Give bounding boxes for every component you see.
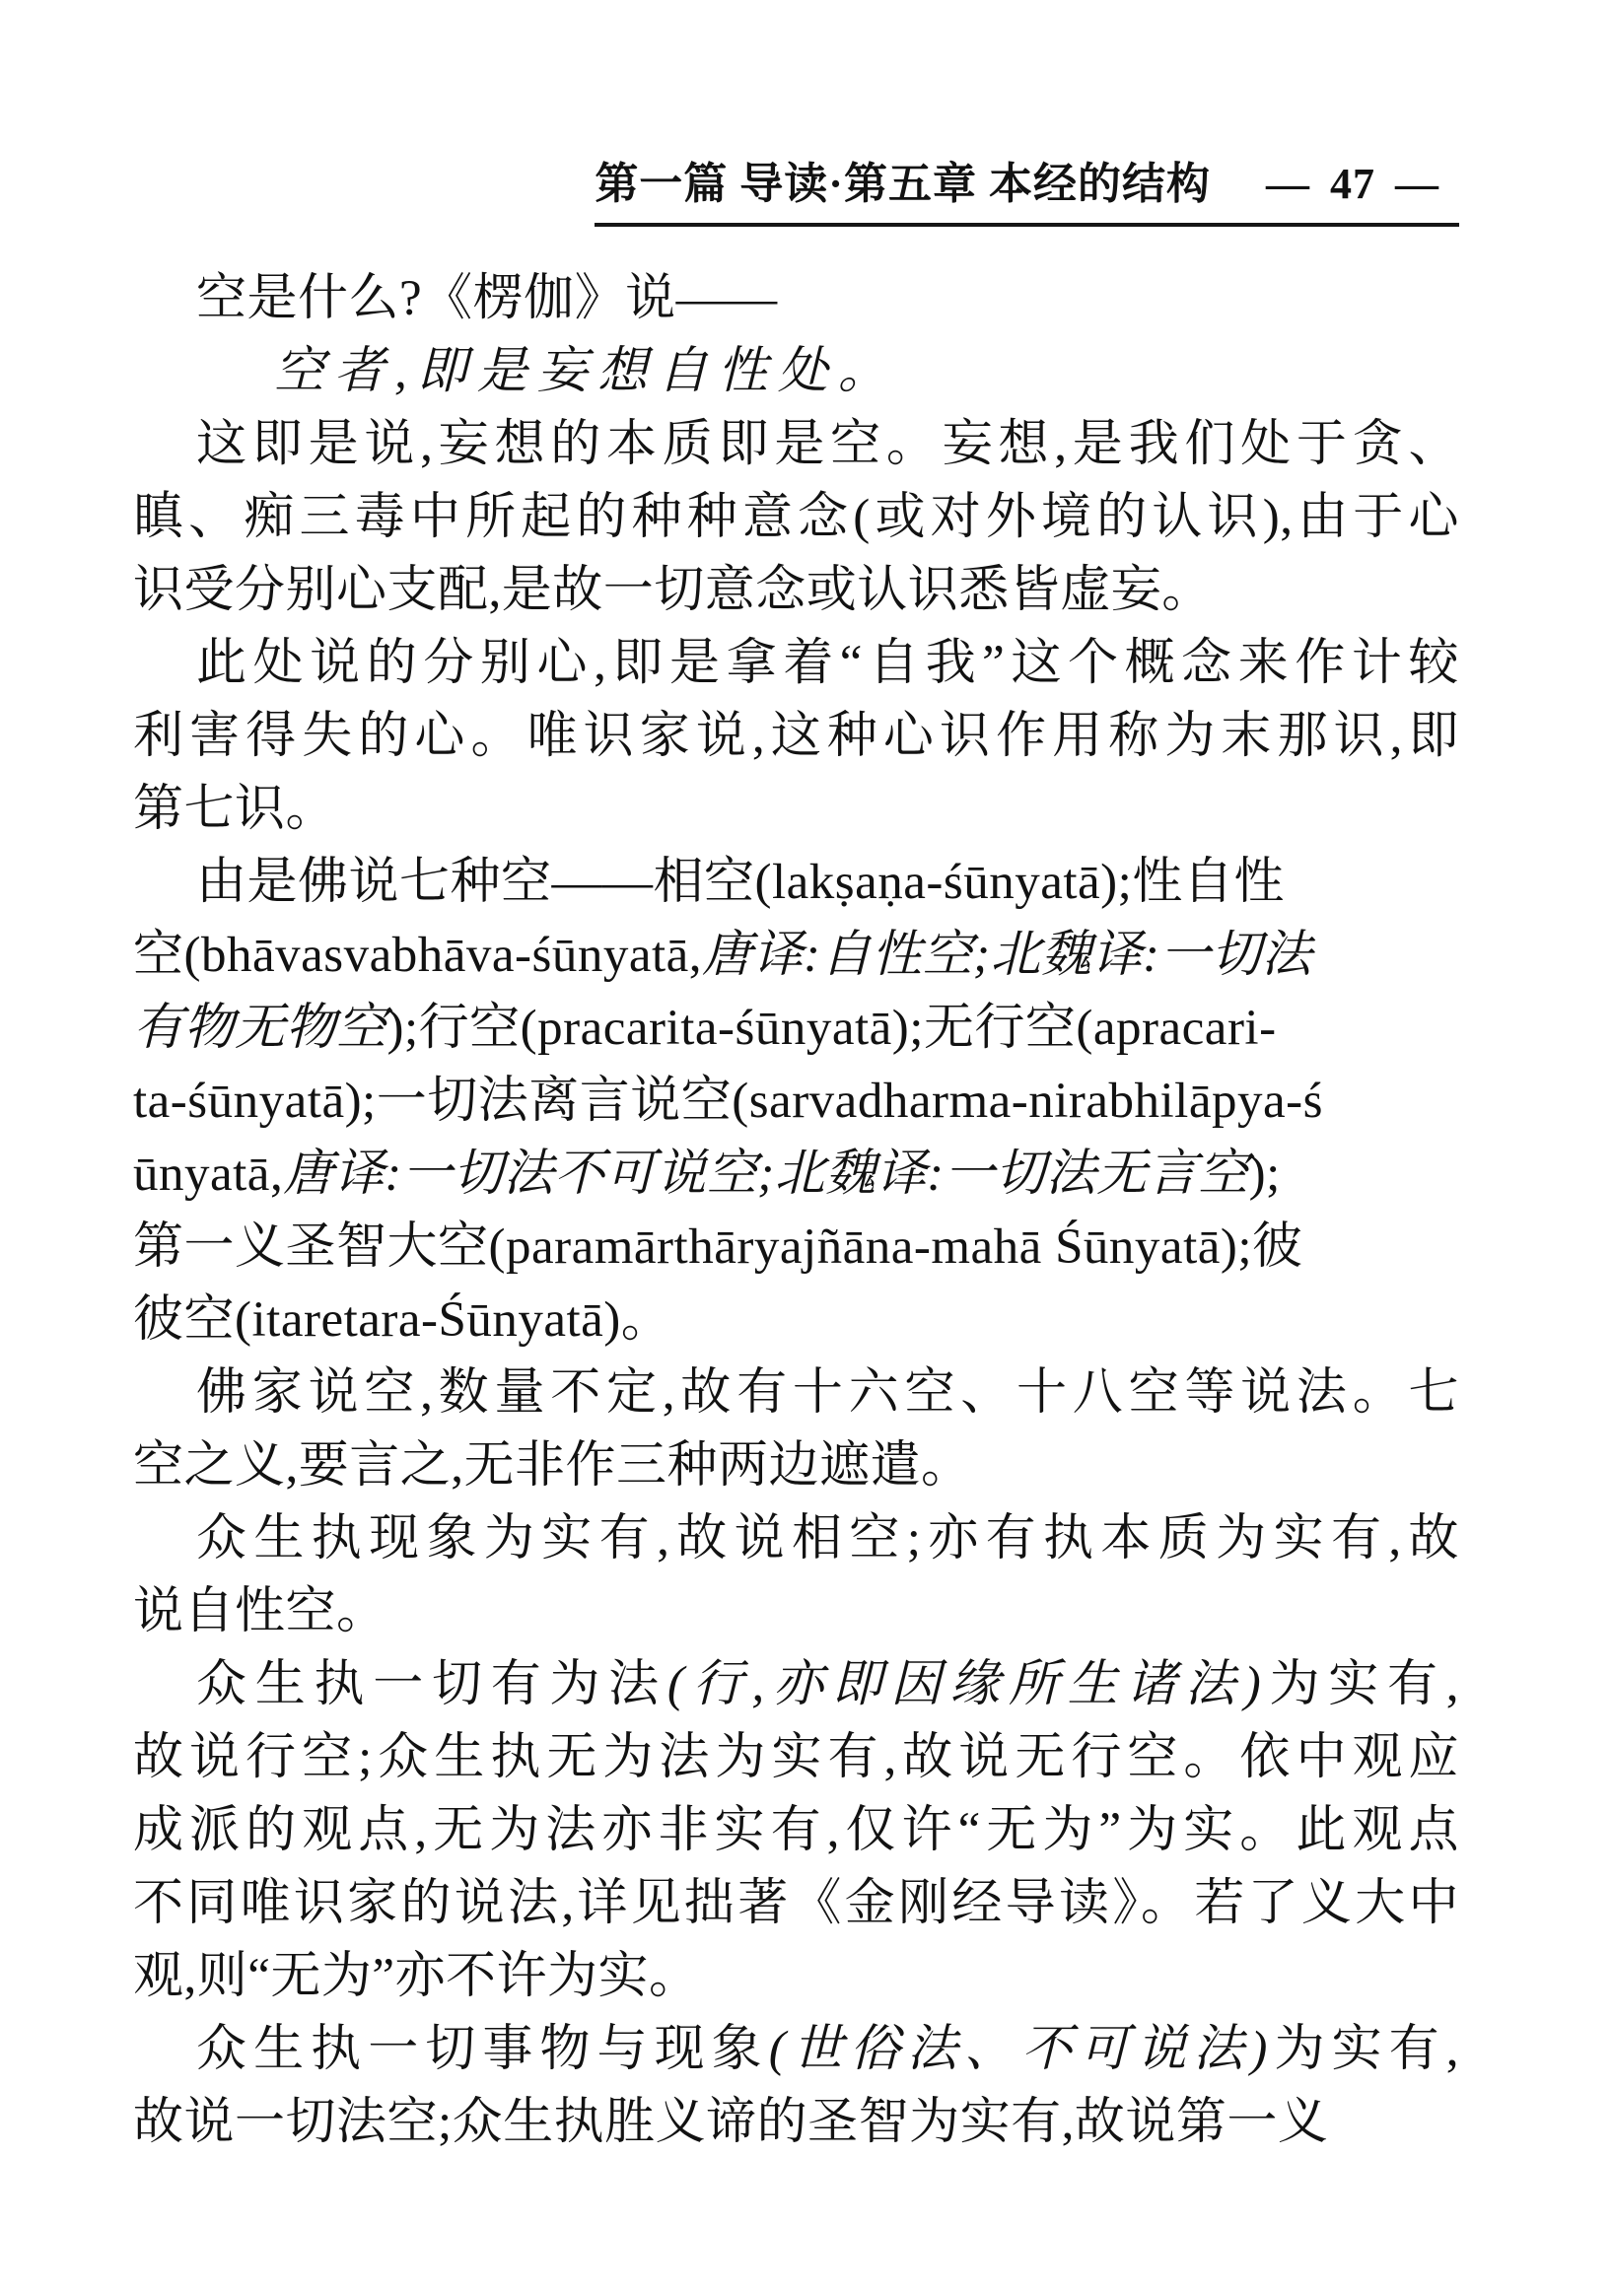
text-segment: ); [1248,1147,1281,1202]
text-segment: 瞋、痴三毒中所起的种种意念(或对外境的认识),由于心 [133,490,1459,545]
text-line-5 [133,554,1459,627]
text-segment: 故说一切法空;众生执胜义谛的圣智为实有,故说第一义 [133,2095,1329,2150]
text-segment: 彼空(itaretara-Śūnyatā)。 [133,1292,672,1348]
text-line-14 [133,1211,1459,1284]
text-segment: 唐译:一切法不可说空;北魏译:一切法无言空 [283,1147,1249,1202]
text-segment: 有物无物空 [133,1001,387,1056]
text-line-15 [133,1284,1459,1357]
text-segment: 此处说的分别心,即是拿着“自我”这个概念来作计较 [196,636,1459,691]
text-line-11 [133,992,1459,1065]
running-head [595,148,1459,227]
text-segment: 这即是说,妄想的本质即是空。妄想,是我们处于贪、 [196,417,1459,472]
text-segment: 由是佛说七种空——相空(lakṣaṇa-śūnyatā);性自性 [196,855,1285,910]
text-segment: 为实有, [1267,2022,1459,2077]
text-segment: 成派的观点,无为法亦非实有,仅许“无为”为实。此观点 [133,1803,1459,1858]
text-segment: 为实有, [1261,1657,1459,1712]
text-line-24 [133,1940,1459,2013]
text-line-26 [133,2086,1459,2159]
text-segment: 说自性空。 [133,1584,387,1639]
dash-left: — [1266,160,1310,208]
text-line-23 [133,1867,1459,1940]
text-line-3 [133,408,1459,481]
text-line-20 [133,1648,1459,1721]
text-line-21 [133,1721,1459,1794]
page-number: 47 [1330,160,1375,208]
text-segment: (行,亦即因缘所生诸法) [666,1657,1262,1712]
text-segment: 第七识。 [133,782,337,837]
text-segment: 利害得失的心。唯识家说,这种心识作用称为末那识,即 [133,709,1459,764]
text-segment: 空(bhāvasvabhāva-śūnyatā, [133,928,703,983]
text-segment: 不同唯识家的说法,详见拙著《金刚经导读》。若了义大中 [133,1876,1459,1931]
text-segment: 故说行空;众生执无为法为实有,故说无行空。依中观应 [133,1730,1459,1785]
text-line-12 [133,1065,1459,1138]
text-line-9 [133,846,1459,919]
text-line-17 [133,1429,1459,1502]
text-line-18 [133,1502,1459,1575]
text-line-2 [133,335,1459,408]
text-segment: 识受分别心支配,是故一切意念或认识悉皆虚妄。 [133,563,1213,618]
text-segment: 空是什么?《楞伽》说—— [196,271,778,326]
text-segment: 唐译:自性空;北魏译:一切法 [702,928,1312,983]
body-text [133,262,1459,2159]
text-segment: 众生执现象为实有,故说相空;亦有执本质为实有,故 [196,1511,1459,1566]
text-segment: 空之义,要言之,无非作三种两边遮遣。 [133,1438,972,1494]
text-line-25 [133,2013,1459,2086]
text-segment: 佛家说空,数量不定,故有十六空、十八空等说法。七 [196,1365,1459,1421]
text-line-4 [133,481,1459,554]
text-line-22 [133,1794,1459,1867]
text-segment: );行空(pracarita-śūnyatā);无行空(apracari- [386,1001,1277,1056]
text-line-10 [133,919,1459,992]
text-segment: 第一义圣智大空(paramārthāryajñāna-mahā Śūnyatā);彼 [133,1219,1303,1275]
text-segment: 众生执一切有为法 [196,1657,667,1712]
dash-right: — [1395,160,1439,208]
text-line-6 [133,627,1459,700]
text-line-16 [133,1357,1459,1429]
text-segment: 观,则“无为”亦不许为实。 [133,1949,700,2004]
text-segment: 众生执一切事物与现象 [196,2022,769,2077]
text-segment: ta-śūnyatā);一切法离言说空(sarvadharma-nirabhilāpya-ś [133,1074,1323,1129]
text-segment: 空者,即是妄想自性处。 [274,344,898,399]
text-line-13 [133,1138,1459,1211]
text-line-8 [133,773,1459,846]
section-title: 第一篇 导读·第五章 本经的结构 [595,160,1211,208]
text-line-19 [133,1575,1459,1648]
text-line-7 [133,700,1459,773]
text-line-1 [133,262,1459,335]
text-segment: ūnyatā, [133,1147,284,1202]
page-header [133,148,1459,227]
text-segment: (世俗法、不可说法) [768,2022,1268,2077]
